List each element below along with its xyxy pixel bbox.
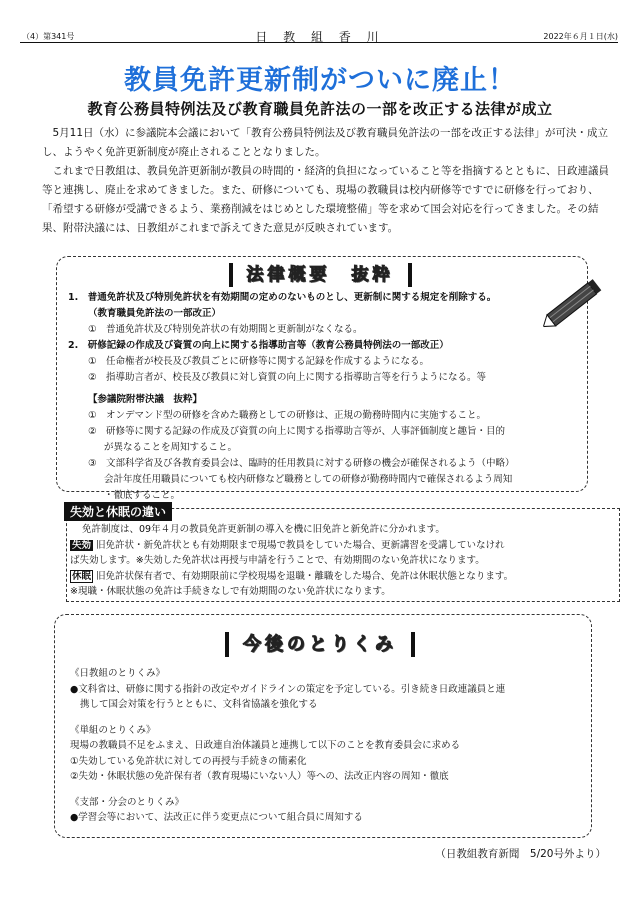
future-efforts-heading (0, 630, 640, 656)
newspaper-name: 日 教 組 香 川 (255, 30, 385, 44)
lapse-text-2: ば失効します。※失効した免許状は再授与申請を行うことで、有効期間のない免許状になります。 (70, 555, 485, 566)
source-credit: （日教組教育新聞 5/20号外より） (435, 848, 606, 860)
resolution-point-2a: ② 研修等に関する記録の作成及び資質の向上に関する指導助言等が、人事評価制度と趣旨・目的 (88, 426, 506, 437)
resolution-title: 【参議院附帯決議 抜粋】 (88, 394, 203, 405)
future-section-1-line-b: 携して国会対策を行うとともに、文科省協議を強化する (80, 699, 318, 710)
issue-date: 2022年６月１日(水) (543, 32, 618, 41)
lapse-label: 失効 (72, 539, 92, 551)
future-section-2-line-a: 現場の教職員不足をふまえ、日政連自治体議員と連携して以下のことを教育委員会に求める (70, 740, 461, 751)
main-title: 教員免許更新制がついに廃止！ (124, 65, 516, 96)
future-section-1-line-a: ●文科省は、研修に関する指針の改定やガイドラインの策定を予定している。引き続き日政連議員と連 (70, 683, 506, 695)
lapse-row (70, 538, 614, 554)
resolution-point-3c: ・徹底すること。 (104, 490, 181, 501)
dormant-text: 旧免許状保有者で、有効期限前に学校現場を退職・離職をした場合、免許は休眠状態となります。 (96, 570, 514, 582)
intro-text (42, 124, 612, 238)
summary-item-2-point-b: ② 指導助言者が、校長及び教員に対し資質の向上に関する指導助言等を行うようになる。等 (88, 372, 487, 383)
lapse-intro: 免許制度は、09年４月の教員免許更新制の導入を機に旧免許と新免許に分かれます。 (82, 524, 445, 535)
summary-item-1-subtitle: （教育職員免許法の一部改正） (88, 308, 222, 319)
future-section-3-line-a: ●学習会等において、法改正に伴う変更点について組合員に周知する (70, 812, 363, 823)
future-section-3-title: 《支部・分会のとりくみ》 (70, 796, 185, 808)
subtitle: 教育公務員特例法及び教育職員免許法の一部を改正する法律が成立 (87, 100, 553, 118)
future-section-1-title: 《日教組のとりくみ》 (70, 668, 166, 679)
summary-item-1-heading: 1. 普通免許状及び特別免許状を有効期間の定めのないものとし、更新制に関する規定を削除する。 (68, 292, 497, 303)
dormant-label: 休眠 (72, 570, 92, 582)
future-efforts-title: 今後のとりくみ (225, 632, 415, 657)
issue-number: （4）第341号 (22, 32, 75, 41)
lapse-text-1: 旧免許状・新免許状とも有効期限まで現場で教員をしていた場合、更新講習を受講していなけれ (96, 539, 505, 551)
resolution-point-1: ① オンデマンド型の研修を含めた職務としての研修は、正規の勤務時間内に実施すること。 (88, 410, 487, 421)
law-summary-heading (0, 260, 640, 285)
lapse-dormant-text (70, 522, 614, 600)
future-efforts-text (70, 666, 590, 826)
dormant-row (70, 569, 614, 585)
resolution-point-3b: 会計年度任用職員についても校内研修など職務としての研修が勤務時間内で確保されるよう周知 (104, 474, 513, 485)
intro-paragraph-1: 5月11日（水）に参議院本会議において「教育公務員特例法及び教育職員免許法の一部を改正する法律」が可決・成立し、ようやく免許更新制度が廃止されることとなりました。 (42, 127, 609, 158)
resolution-point-2b: が異なることを周知すること。 (104, 442, 238, 453)
header-rule (20, 42, 618, 43)
future-section-2-line-b: ①失効している免許状に対しての再授与手続きの簡素化 (70, 755, 307, 767)
law-summary-items (68, 290, 538, 504)
lapse-note: ※現職・休眠状態の免許は手続きなしで有効期間のない免許状になります。 (70, 586, 391, 597)
resolution-point-3a: ③ 文部科学省及び各教育委員会は、臨時的任用教員に対する研修の機会が確保されるよう（中略） (88, 458, 515, 469)
summary-item-2-point-a: ① 任命権者が校長及び教員ごとに研修等に関する記録を作成するようになる。 (88, 356, 430, 367)
summary-item-2-heading: 2. 研修記録の作成及び資質の向上に関する指導助言等（教育公務員特例法の一部改正） (68, 340, 449, 351)
lapse-dormant-title: 失効と休眠の違い (64, 502, 172, 521)
future-section-2-line-c: ②失効・休眠状態の免許保有者（教育現場にいない人）等への、法改正内容の周知・徹底 (70, 771, 449, 782)
future-section-2-title: 《単組のとりくみ》 (70, 724, 156, 736)
summary-item-1-point-a: ① 普通免許状及び特別免許状の有効期間と更新制がなくなる。 (88, 324, 363, 335)
law-summary-title: 法律概要 抜粋 (229, 263, 412, 287)
intro-paragraph-2: これまで日教組は、教員免許更新制が教員の時間的・経済的負担になっていること等を指摘するとともに、日政連議員等と連携し、廃止を求めてきました。また、研修についても、現場の教職員は校内研修等ですでに研修を行っており、「希望する研修が受講できるよう、業務削減をはじめとした環境整備」等を求めて国会対応を行ってきました。その結果、附帯決議には、日教組がこれまで訴えてきた意見が反映されています。 (42, 165, 609, 234)
